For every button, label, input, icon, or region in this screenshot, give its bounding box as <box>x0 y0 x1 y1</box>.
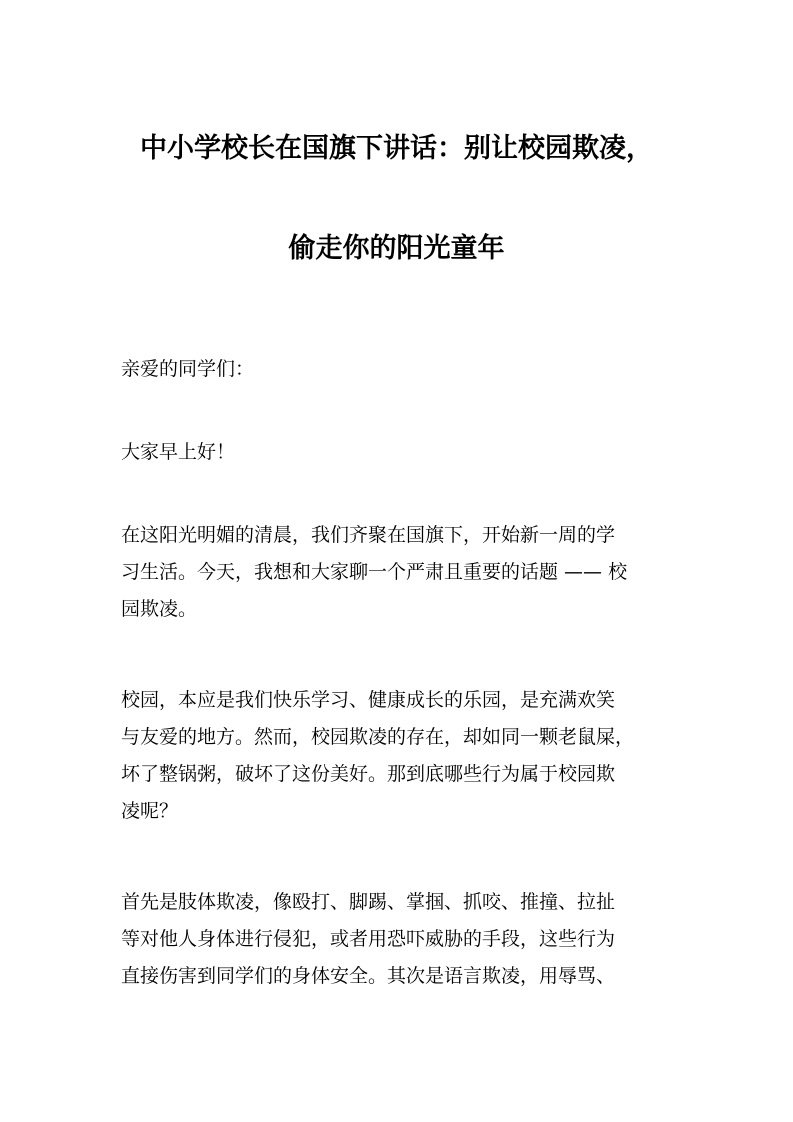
salutation: 大家早上好！ <box>121 441 236 463</box>
document-title-line-2: 偷走你的阳光童年 <box>288 233 505 264</box>
paragraph-line: 坏了整锅粥，破坏了这份美好。那到底哪些行为属于校园欺 <box>121 763 616 785</box>
paragraph-line: 校园，本应是我们快乐学习、健康成长的乐园，是充满欢笑 <box>121 689 616 711</box>
greeting: 亲爱的同学们： <box>121 358 255 380</box>
paragraph <box>121 884 681 995</box>
paragraph-line: 在这阳光明媚的清晨，我们齐聚在国旗下，开始新一周的学 <box>121 524 616 546</box>
paragraph <box>121 517 681 628</box>
paragraph-line: 与友爱的地方。然而，校园欺凌的存在，却如同一颗老鼠屎， <box>121 726 635 748</box>
paragraph-line: 园欺凌。 <box>121 598 198 620</box>
paragraph-line: 凌呢？ <box>121 800 179 822</box>
document-title-line-1: 中小学校长在国旗下讲话：别让校园欺凌， <box>140 133 653 164</box>
paragraph-line: 直接伤害到同学们的身体安全。其次是语言欺凌，用辱骂、 <box>121 965 616 987</box>
paragraph-line: 习生活。今天，我想和大家聊一个严肃且重要的话题 —— 校 <box>121 561 628 583</box>
paragraph-line: 首先是肢体欺凌，像殴打、脚踢、掌掴、抓咬、推撞、拉扯 <box>121 891 616 913</box>
paragraph <box>121 682 681 830</box>
paragraph-line: 等对他人身体进行侵犯，或者用恐吓威胁的手段，这些行为 <box>121 928 616 950</box>
